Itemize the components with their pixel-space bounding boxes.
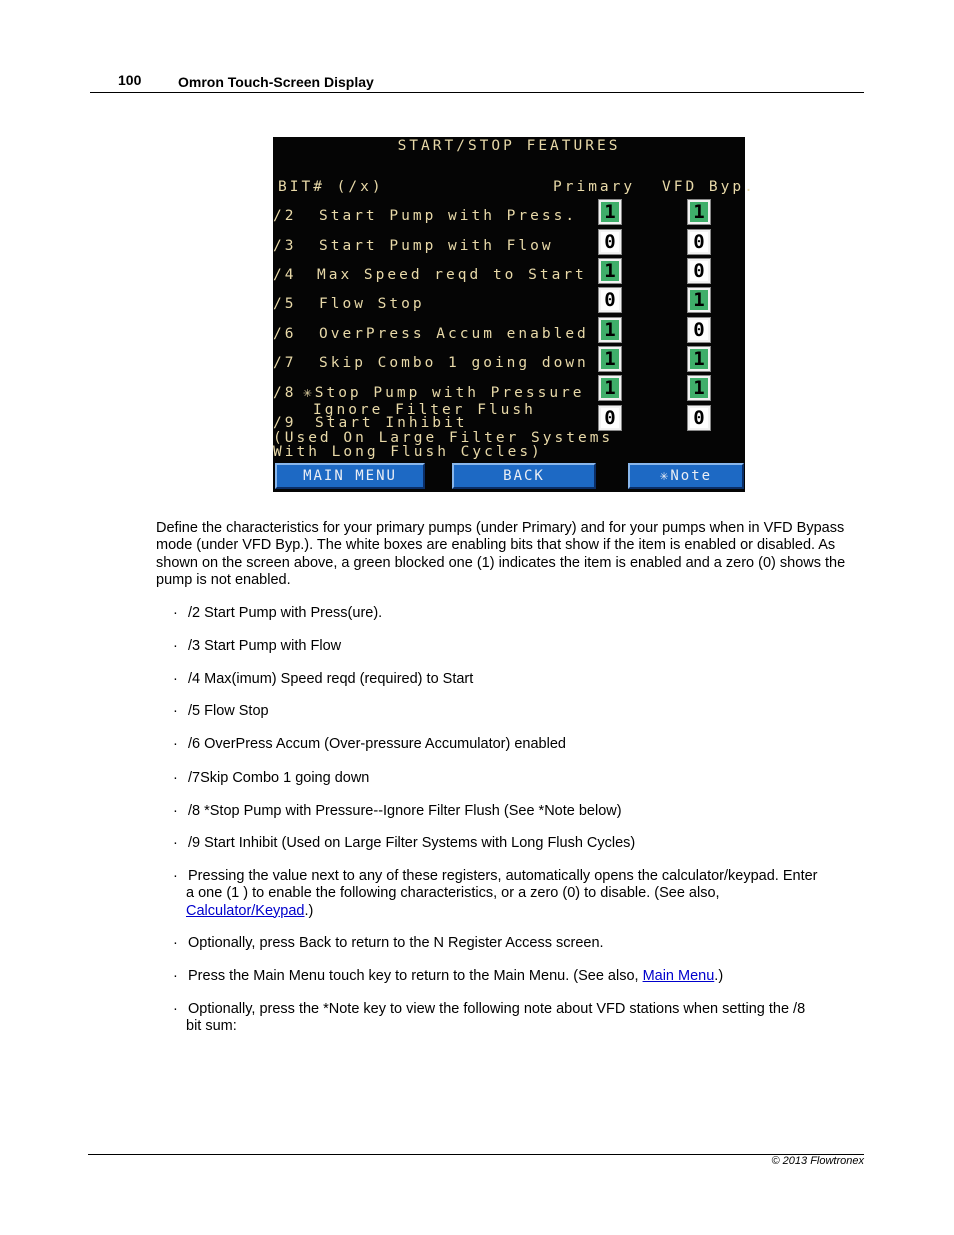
note-button[interactable]: ✳Note	[628, 463, 744, 489]
row-bit: /3	[273, 238, 297, 254]
list-item: · /7Skip Combo 1 going down	[173, 770, 370, 786]
row-label: Start Pump with Flow	[319, 238, 554, 254]
vfd-bit-toggle[interactable]: 1	[687, 199, 711, 225]
vfd-bit-toggle[interactable]: 1	[687, 346, 711, 372]
list-item: · /9 Start Inhibit (Used on Large Filter Systems with Long Flush Cycles)	[173, 835, 636, 851]
row-bit: /7	[273, 355, 297, 371]
primary-bit-toggle[interactable]: 1	[598, 375, 622, 401]
primary-bit-toggle[interactable]: 1	[598, 199, 622, 225]
main-menu-button[interactable]: MAIN MENU	[275, 463, 425, 489]
list-item-note: · Optionally, press the *Note key to view the following note about VFD stations when setting the /8 bit sum:	[173, 1001, 806, 1035]
row-label: Start Pump with Press.	[319, 208, 578, 224]
col-primary-header: Primary	[553, 179, 636, 195]
header-title: Omron Touch-Screen Display	[178, 74, 374, 90]
primary-bit-toggle[interactable]: 1	[598, 346, 622, 372]
screen-note-line: With Long Flush Cycles)	[273, 444, 543, 460]
row-bit: /2	[273, 208, 297, 224]
vfd-bit-toggle[interactable]: 0	[687, 229, 711, 255]
row-label: Ignore Filter Flush	[313, 402, 536, 418]
vfd-bit-toggle[interactable]: 0	[687, 405, 711, 431]
row-label: Skip Combo 1 going down	[319, 355, 589, 371]
list-item: · /2 Start Pump with Press(ure).	[173, 605, 383, 621]
row-label: Max Speed reqd to Start	[317, 267, 587, 283]
row-bit: /4	[273, 267, 297, 283]
calculator-keypad-link[interactable]: Calculator/Keypad	[186, 902, 305, 919]
copyright: © 2013 Flowtronex	[771, 1155, 864, 1167]
start-stop-screen	[273, 137, 756, 492]
list-item: · /5 Flow Stop	[173, 703, 269, 719]
col-vfd-header: VFD Byp.	[662, 179, 756, 195]
list-item: · /6 OverPress Accum (Over-pressure Accumulator) enabled	[173, 736, 566, 752]
list-item: · /3 Start Pump with Flow	[173, 638, 342, 654]
main-menu-link[interactable]: Main Menu	[642, 968, 715, 984]
vfd-bit-toggle[interactable]: 0	[687, 258, 711, 284]
vfd-bit-toggle[interactable]: 1	[687, 287, 711, 313]
page-footer	[88, 1154, 864, 1167]
row-label: Start Inhibit	[315, 415, 468, 431]
row-label: OverPress Accum enabled	[319, 326, 589, 342]
primary-bit-toggle[interactable]: 0	[598, 405, 622, 431]
primary-bit-toggle[interactable]: 0	[598, 287, 622, 313]
row-label: Flow Stop	[319, 296, 425, 312]
page-number: 100	[118, 72, 142, 88]
primary-bit-toggle[interactable]: 0	[598, 229, 622, 255]
col-bit-header: BIT# (/x)	[278, 179, 384, 195]
primary-bit-toggle[interactable]: 1	[598, 258, 622, 284]
row-bit: /8	[273, 385, 297, 401]
list-item: · Optionally, press Back to return to the N Register Access screen.	[173, 935, 604, 951]
vfd-bit-toggle[interactable]: 0	[687, 317, 711, 343]
row-bit: /9	[273, 415, 297, 431]
row-bit: /5	[273, 296, 297, 312]
screen-note-line: (Used On Large Filter Systems	[273, 430, 614, 446]
screen-title: START/STOP FEATURES	[397, 138, 621, 154]
vfd-bit-toggle[interactable]: 1	[687, 375, 711, 401]
list-item-main-menu: · Press the Main Menu touch key to return to the Main Menu. (See also, Main Menu.)	[173, 968, 724, 984]
page-header	[90, 72, 864, 93]
row-label: ✳Stop Pump with Pressure	[303, 385, 585, 401]
back-button[interactable]: BACK	[452, 463, 596, 489]
list-item: · /4 Max(imum) Speed reqd (required) to Start	[173, 671, 474, 687]
list-item-keypad: · Pressing the value next to any of these registers, automatically opens the calculator/keypad. Enter a one (1 ) to enable the following characteristics, or a zero (0) to disable. (See also, Calculator/Keypad.)	[173, 868, 818, 919]
intro-paragraph: Define the characteristics for your primary pumps (under Primary) and for your pumps when in VFD Bypass mode (under VFD Byp.). The white boxes are enabling bits that show if the item is enabled or disabled. As shown on the screen above, a green blocked one (1) indicates the item is enabled and a zero (0) shows the pump is not enabled.	[156, 520, 846, 588]
list-item: · /8 *Stop Pump with Pressure--Ignore Filter Flush (See *Note below)	[173, 803, 622, 819]
row-bit: /6	[273, 326, 297, 342]
primary-bit-toggle[interactable]: 1	[598, 317, 622, 343]
